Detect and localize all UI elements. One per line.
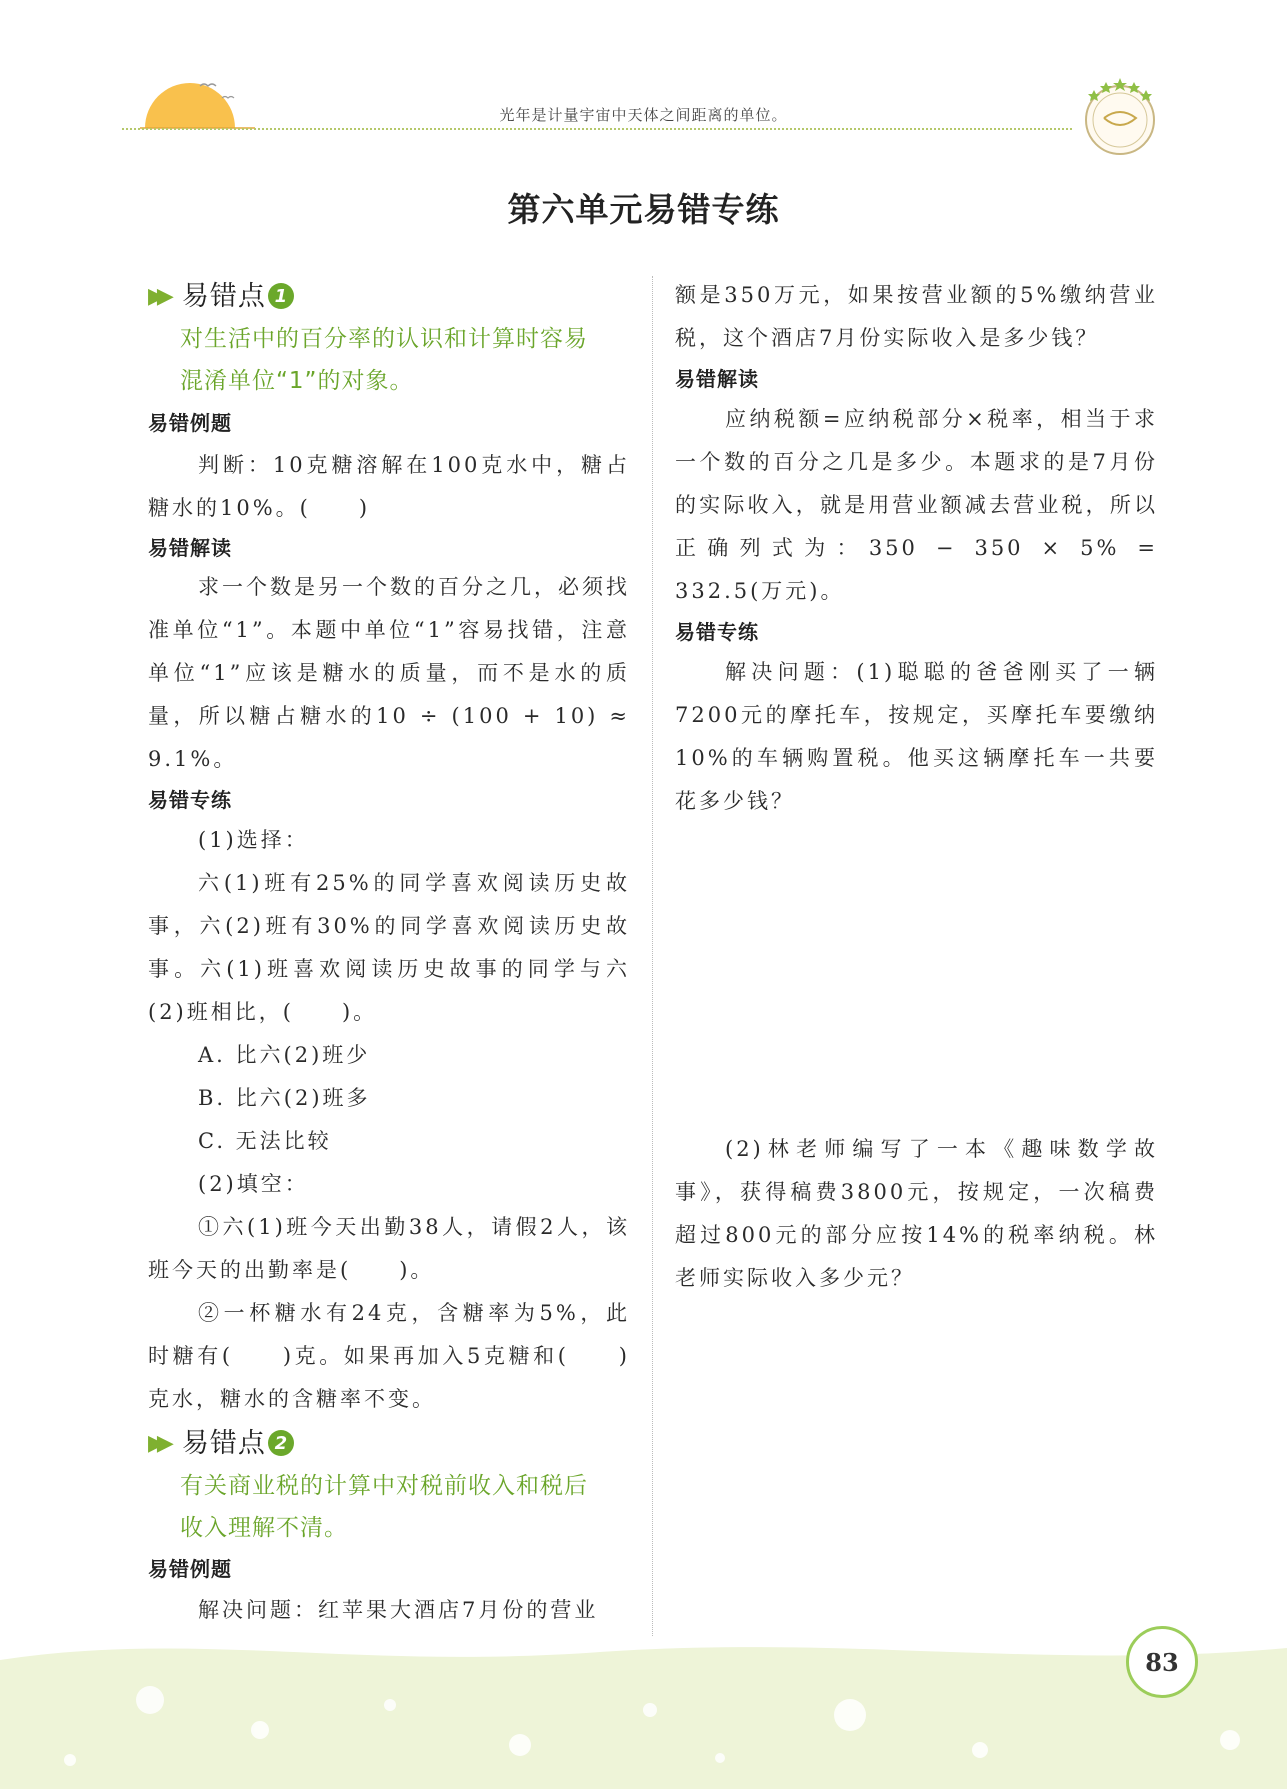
double-arrow-icon: ▶▶ (148, 1430, 166, 1456)
header-rule (122, 128, 1072, 130)
example-heading: 易错例题 (148, 411, 232, 435)
option-c: C. 无法比较 (198, 1129, 332, 1153)
error-point-1-desc-line2: 混淆单位“1”的对象。 (180, 368, 414, 394)
question-1-text: 六(1)班有25%的同学喜欢阅读历史故事，六(2)班有30%的同学喜欢阅读历史故事。六(1)班喜欢阅读历史故事的同学与六(2)班相比，( )。 (148, 871, 630, 1024)
error-point-2-desc-line1: 有关商业税的计算中对税前收入和税后 (180, 1473, 588, 1499)
page-header (0, 0, 1287, 150)
practice-question-1: 解决问题：(1)聪聪的爸爸刚买了一辆7200元的摩托车，按规定，买摩托车要缴纳10%的车辆购置税。他买这辆摩托车一共要花多少钱？ (675, 660, 1158, 813)
header-slogan: 光年是计量宇宙中天体之间距离的单位。 (499, 106, 788, 124)
error-point-1-heading (148, 274, 630, 318)
practice-heading: 易错专练 (148, 788, 232, 812)
practice-question-2: (2)林老师编写了一本《趣味数学故事》，获得稿费3800元，按规定，一次稿费超过800元的部分应按14%的税率纳税。林老师实际收入多少元？ (675, 1137, 1158, 1290)
error-point-number-badge: 1 (268, 283, 294, 309)
error-point-1-desc-line1: 对生活中的百分率的认识和计算时容易 (180, 326, 588, 352)
error-point-label: 易错点 (181, 1427, 266, 1459)
example-2-heading: 易错例题 (148, 1557, 232, 1581)
right-column (675, 274, 1158, 1300)
error-point-number-badge: 2 (268, 1430, 294, 1456)
page-title: 第六单元易错专练 (507, 190, 780, 229)
brand-logo-icon (1078, 74, 1162, 158)
analysis-heading: 易错解读 (148, 536, 232, 560)
question-2-item-2: ②一杯糖水有24克，含糖率为5%，此时糖有( )克。如果再加入5克糖和( )克水，糖水的含糖率不变。 (148, 1301, 630, 1411)
error-point-label: 易错点 (181, 280, 266, 312)
question-2-label: (2)填空： (198, 1172, 309, 1196)
analysis-text: 求一个数是另一个数的百分之几，必须找准单位“1”。本题中单位“1”容易找错，注意单位“1”应该是糖水的质量，而不是水的质量，所以糖占糖水的10 ÷ (100 + 10) ≈ 9.1%。 (148, 575, 630, 771)
option-a: A. 比六(2)班少 (198, 1043, 371, 1067)
footer-decoration (0, 1630, 1287, 1789)
left-column (148, 274, 630, 1632)
practice-heading: 易错专练 (675, 620, 759, 644)
option-b: B. 比六(2)班多 (198, 1086, 371, 1110)
column-divider (652, 276, 653, 1636)
example-text: 判断：10克糖溶解在100克水中，糖占糖水的10%。( ) (148, 453, 630, 520)
page-number: 83 (1126, 1626, 1198, 1698)
example-2-continued: 额是350万元，如果按营业额的5%缴纳营业税，这个酒店7月份实际收入是多少钱？ (675, 283, 1158, 350)
analysis-heading: 易错解读 (675, 367, 759, 391)
error-point-2-desc-line2: 收入理解不清。 (180, 1515, 348, 1541)
question-1-label: (1)选择： (198, 828, 309, 852)
double-arrow-icon: ▶▶ (148, 283, 166, 309)
error-point-2-heading (148, 1421, 630, 1465)
example-2-text: 解决问题：红苹果大酒店7月份的营业 (198, 1598, 599, 1622)
answer-space (675, 823, 1158, 1128)
question-2-item-1: ①六(1)班今天出勤38人，请假2人，该班今天的出勤率是( )。 (148, 1215, 630, 1282)
analysis-text: 应纳税额=应纳税部分×税率，相当于求一个数的百分之几是多少。本题求的是7月份的实际收入，就是用营业额减去营业税，所以正确列式为：350 − 350 × 5% = 332.5(万元)。 (675, 407, 1158, 603)
